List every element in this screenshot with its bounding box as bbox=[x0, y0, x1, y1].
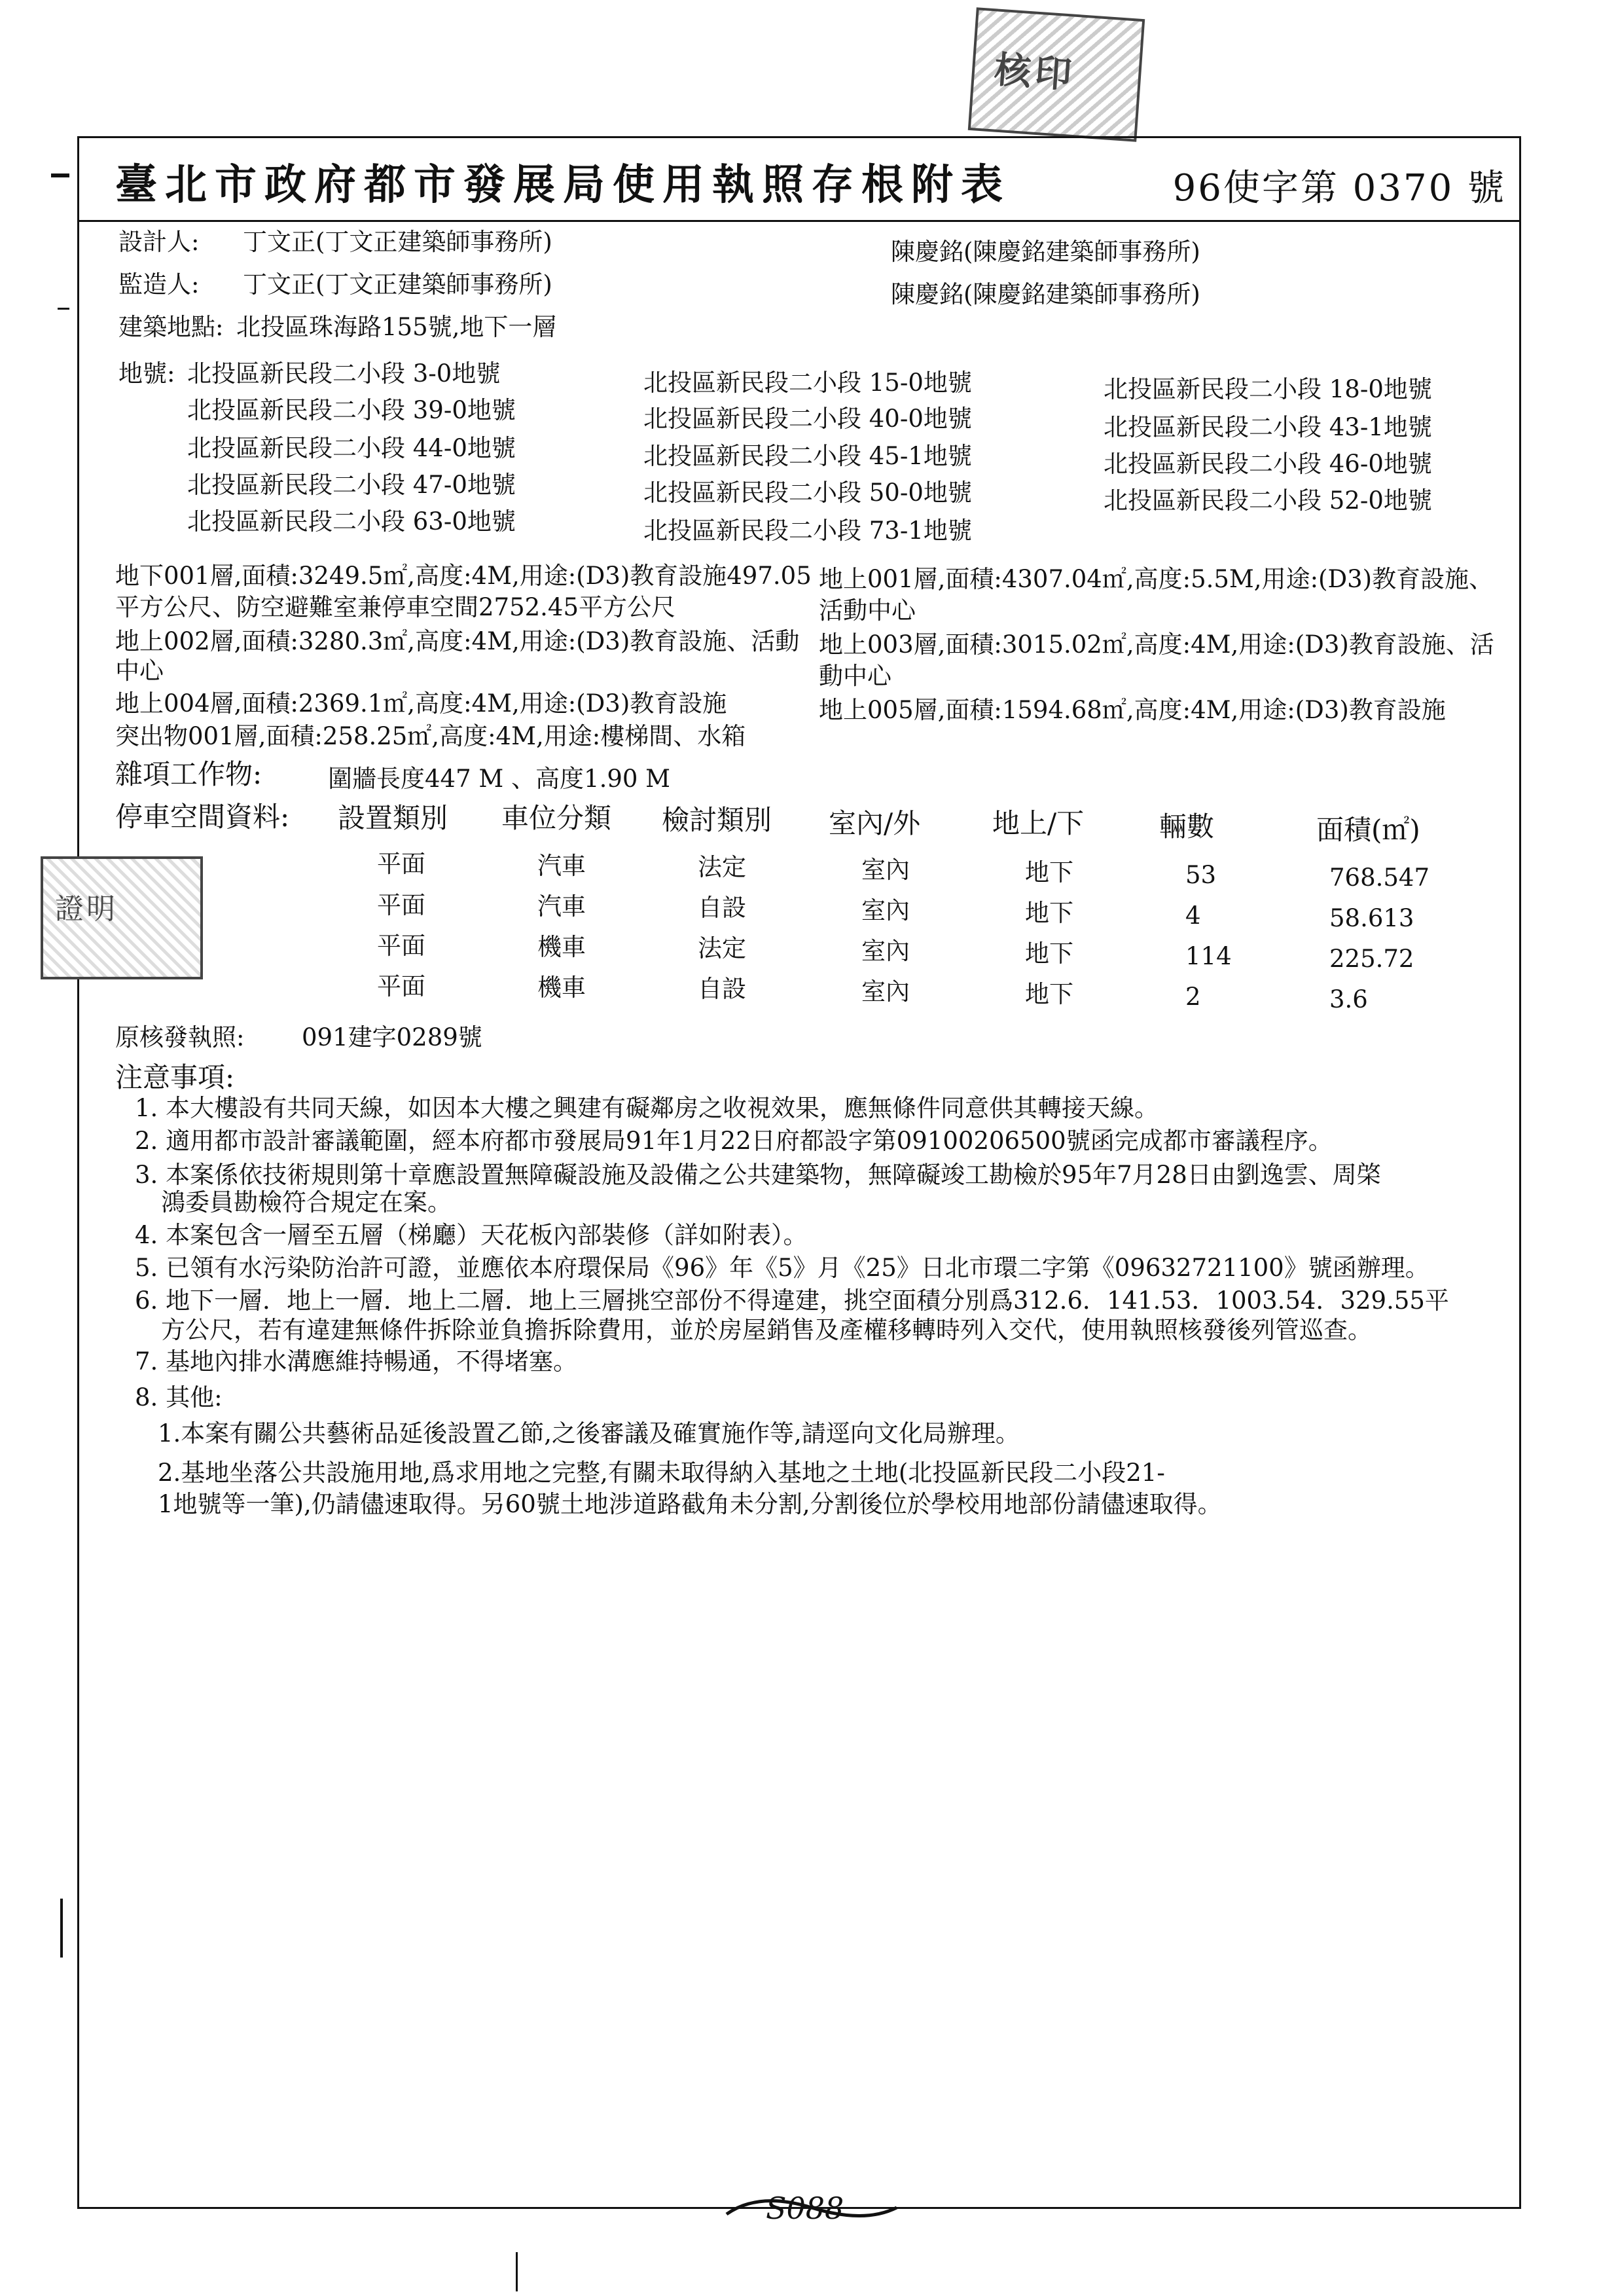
note-item: 方公尺，若有違建無條件拆除並負擔拆除費用，並於房屋銷售及產權移轉時列入交代，使用執照核發後列管巡查。 bbox=[161, 1316, 1372, 1344]
parking-cell: 地下 bbox=[1025, 858, 1073, 886]
other-item: 2.基地坐落公共設施用地,爲求用地之完整,有關未取得納入基地之土地(北投區新民段二小段21- bbox=[158, 1459, 1165, 1487]
lots-label: 地號: bbox=[118, 359, 175, 388]
roof-structure: 突出物001層,面積:258.25㎡,高度:4M,用途:樓梯間、水箱 bbox=[115, 722, 746, 750]
parking-cell: 室內 bbox=[861, 856, 910, 884]
permit-number: 96使字第 0370 號 bbox=[1172, 167, 1506, 210]
left-seal-stamp bbox=[41, 856, 203, 979]
supervisor-value-2: 陳慶銘(陳慶銘建築師事務所) bbox=[891, 280, 1200, 308]
parking-cell: 114 bbox=[1185, 942, 1232, 970]
parking-header: 地上/下 bbox=[992, 807, 1085, 839]
page-mark-text: S088 bbox=[766, 2191, 844, 2226]
other-item: 1.本案有關公共藝術品延後設置乙節,之後審議及確實施作等,請逕向文化局辦理。 bbox=[158, 1419, 1020, 1448]
parking-cell: 平面 bbox=[377, 850, 425, 878]
parking-cell: 機車 bbox=[537, 974, 586, 1002]
parking-cell: 室內 bbox=[861, 937, 910, 965]
location-label: 建築地點: bbox=[118, 313, 224, 341]
supervisor-value-1: 丁文正(丁文正建築師事務所) bbox=[243, 270, 552, 299]
parking-cell: 自設 bbox=[698, 894, 746, 922]
parking-cell: 法定 bbox=[698, 934, 746, 962]
lot-item: 北投區新民段二小段 40-0地號 bbox=[643, 405, 972, 433]
parking-cell: 平面 bbox=[377, 932, 425, 960]
left-seal-text: 證明 bbox=[55, 892, 118, 926]
page-number-mark bbox=[720, 2188, 903, 2227]
official-stamp bbox=[968, 7, 1145, 142]
designer-label: 設計人: bbox=[118, 228, 200, 256]
floor-b1-line1: 地下001層,面積:3249.5㎡,高度:4M,用途:(D3)教育設施497.05 bbox=[115, 562, 812, 590]
scan-mark-bottom bbox=[516, 2252, 518, 2291]
parking-cell: 自設 bbox=[698, 975, 746, 1003]
lot-item: 北投區新民段二小段 44-0地號 bbox=[187, 434, 516, 462]
floor-1-line1: 地上001層,面積:4307.04㎡,高度:5.5M,用途:(D3)教育設施、 bbox=[819, 565, 1494, 593]
parking-header: 車位分類 bbox=[501, 802, 612, 834]
original-permit-label: 原核發執照: bbox=[115, 1023, 245, 1051]
note-item: 鴻委員勘檢符合規定在案。 bbox=[161, 1188, 452, 1216]
document-frame bbox=[77, 136, 1521, 2209]
parking-cell: 平面 bbox=[377, 891, 425, 919]
parking-cell: 地下 bbox=[1025, 939, 1073, 968]
lot-item: 北投區新民段二小段 73-1地號 bbox=[643, 517, 972, 545]
parking-cell: 768.547 bbox=[1329, 864, 1430, 892]
location-value: 北投區珠海路155號,地下一層 bbox=[236, 313, 557, 341]
lot-item: 北投區新民段二小段 18-0地號 bbox=[1104, 375, 1432, 403]
notes-label: 注意事項: bbox=[115, 1061, 235, 1093]
parking-cell: 地下 bbox=[1025, 899, 1073, 927]
floor-2-line2: 中心 bbox=[115, 657, 164, 685]
parking-header: 室內/外 bbox=[829, 807, 921, 839]
parking-cell: 汽車 bbox=[537, 892, 586, 920]
lot-item: 北投區新民段二小段 46-0地號 bbox=[1104, 450, 1432, 478]
other-item: 1地號等一筆),仍請儘速取得。另60號土地涉道路截角未分割,分割後位於學校用地部份請儘速取得。 bbox=[158, 1490, 1222, 1518]
parking-header: 輛數 bbox=[1159, 811, 1215, 843]
note-item: 6. 地下一層．地上一層．地上二層．地上三層挑空部份不得違建，挑空面積分別爲312.6．141.53．1003.54．329.55平 bbox=[135, 1286, 1449, 1315]
scan-mark-left bbox=[51, 173, 69, 177]
parking-cell: 53 bbox=[1185, 861, 1217, 889]
official-stamp-text: 核印 bbox=[992, 48, 1077, 97]
parking-header: 設置類別 bbox=[338, 802, 448, 834]
supervisor-label: 監造人: bbox=[118, 270, 200, 299]
lot-item: 北投區新民段二小段 15-0地號 bbox=[643, 369, 972, 397]
parking-cell: 汽車 bbox=[537, 852, 586, 880]
lot-item: 北投區新民段二小段 45-1地號 bbox=[643, 442, 972, 470]
note-item: 3. 本案係依技術規則第十章應設置無障礙設施及設備之公共建築物，無障礙竣工勘檢於95年7月28日由劉逸雲、周棨 bbox=[135, 1161, 1381, 1189]
misc-works-label: 雜項工作物: bbox=[115, 758, 262, 790]
title-row bbox=[79, 138, 1519, 222]
floor-3-line2: 動中心 bbox=[819, 662, 891, 690]
note-item: 4. 本案包含一層至五層（梯廳）天花板內部裝修（詳如附表）。 bbox=[135, 1221, 808, 1249]
scan-mark-left-dash bbox=[58, 308, 69, 310]
parking-cell: 4 bbox=[1185, 902, 1201, 930]
parking-cell: 2 bbox=[1185, 983, 1201, 1011]
note-item: 2. 適用都市設計審議範圍，經本府都市發展局91年1月22日府都設字第09100206500號函完成都市審議程序。 bbox=[135, 1127, 1333, 1155]
floor-4: 地上004層,面積:2369.1㎡,高度:4M,用途:(D3)教育設施 bbox=[115, 689, 727, 718]
lot-item: 北投區新民段二小段 3-0地號 bbox=[187, 359, 501, 388]
floor-b1-line2: 平方公尺、防空避難室兼停車空間2752.45平方公尺 bbox=[115, 593, 676, 621]
lot-item: 北投區新民段二小段 43-1地號 bbox=[1104, 413, 1432, 441]
lot-item: 北投區新民段二小段 50-0地號 bbox=[643, 479, 972, 507]
original-permit-value: 091建字0289號 bbox=[302, 1023, 482, 1051]
parking-label: 停車空間資料: bbox=[115, 801, 290, 833]
note-item: 7. 基地內排水溝應維持暢通，不得堵塞。 bbox=[135, 1347, 578, 1376]
floor-1-line2: 活動中心 bbox=[819, 596, 916, 625]
note-item: 1. 本大樓設有共同天線，如因本大樓之興建有礙鄰房之收視效果，應無條件同意供其轉接天線。 bbox=[135, 1094, 1159, 1122]
lot-item: 北投區新民段二小段 47-0地號 bbox=[187, 471, 516, 499]
parking-header: 檢討類別 bbox=[662, 804, 772, 836]
floor-3-line1: 地上003層,面積:3015.02㎡,高度:4M,用途:(D3)教育設施、活 bbox=[819, 630, 1494, 659]
lot-item: 北投區新民段二小段 39-0地號 bbox=[187, 396, 516, 424]
parking-cell: 3.6 bbox=[1329, 985, 1368, 1013]
parking-cell: 室內 bbox=[861, 977, 910, 1006]
note-item: 5. 已領有水污染防治許可證，並應依本府環保局《96》年《5》月《25》日北市環二字第《09632721100》號函辦理。 bbox=[135, 1254, 1429, 1282]
floor-2-line1: 地上002層,面積:3280.3㎡,高度:4M,用途:(D3)教育設施、活動 bbox=[115, 627, 800, 655]
parking-cell: 室內 bbox=[861, 896, 910, 924]
lot-item: 北投區新民段二小段 52-0地號 bbox=[1104, 486, 1432, 515]
scan-mark-left-dots bbox=[60, 1899, 63, 1958]
parking-cell: 225.72 bbox=[1329, 945, 1414, 973]
parking-header: 面積(㎡) bbox=[1316, 814, 1420, 846]
floor-5: 地上005層,面積:1594.68㎡,高度:4M,用途:(D3)教育設施 bbox=[819, 696, 1446, 724]
note-item: 8. 其他: bbox=[135, 1383, 223, 1412]
parking-cell: 58.613 bbox=[1329, 904, 1414, 932]
parking-cell: 平面 bbox=[377, 972, 425, 1000]
parking-cell: 地下 bbox=[1025, 980, 1073, 1008]
designer-value-1: 丁文正(丁文正建築師事務所) bbox=[243, 228, 552, 256]
document-title: 臺北市政府都市發展局使用執照存根附表 bbox=[115, 161, 1011, 210]
parking-cell: 法定 bbox=[698, 853, 746, 881]
parking-cell: 機車 bbox=[537, 933, 586, 961]
misc-works-value: 圍牆長度447 M 、高度1.90 M bbox=[328, 765, 671, 793]
lot-item: 北投區新民段二小段 63-0地號 bbox=[187, 507, 516, 536]
designer-value-2: 陳慶銘(陳慶銘建築師事務所) bbox=[891, 238, 1200, 266]
